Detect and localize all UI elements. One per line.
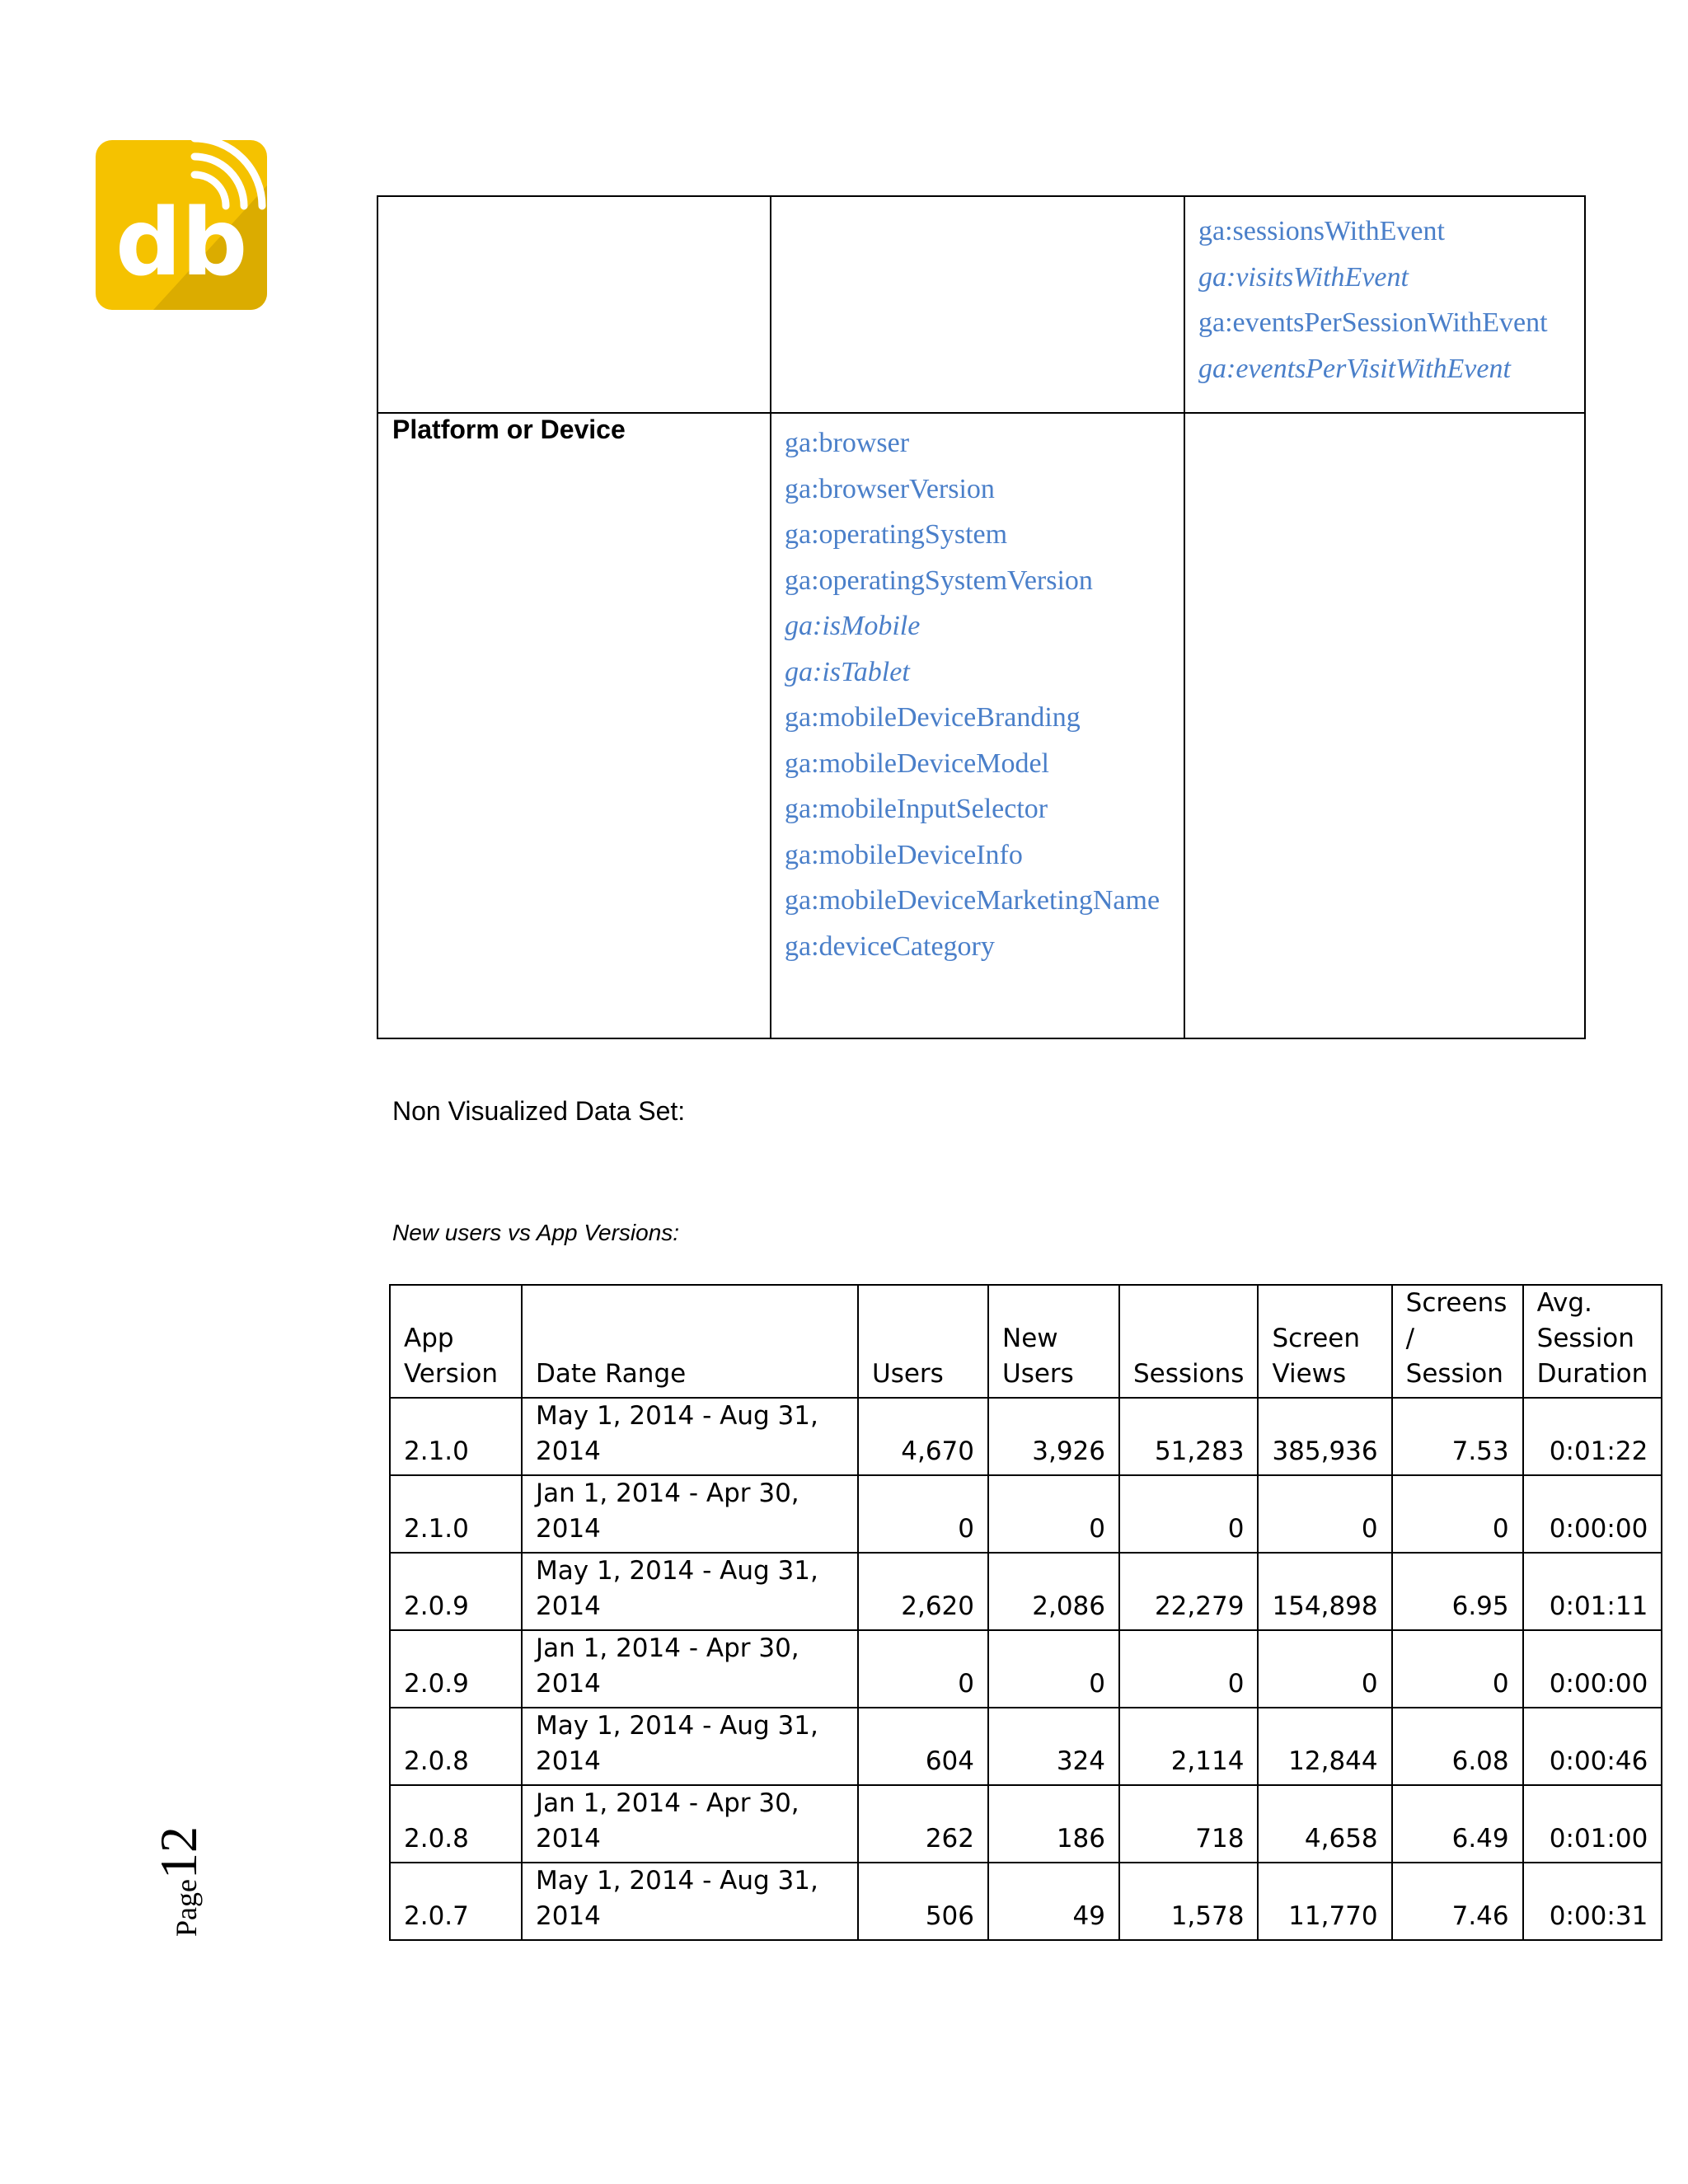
table-cell: 7.53 (1392, 1398, 1523, 1475)
table-row (390, 1553, 1662, 1630)
table-cell: 7.46 (1392, 1863, 1523, 1940)
dimensions-cell (771, 413, 1184, 1038)
metric-item: ga:visitsWithEvent (1198, 261, 1409, 293)
page-number-label: Page (170, 1879, 203, 1937)
dimension-item: ga:mobileInputSelector (785, 794, 1048, 824)
table-row (390, 1398, 1662, 1475)
page-number-value: 12 (149, 1826, 208, 1880)
table-cell: 718 (1119, 1785, 1258, 1863)
table-cell: 0 (1392, 1630, 1523, 1708)
metrics-list (1185, 197, 1584, 391)
dimension-item: ga:mobileDeviceModel (785, 748, 1050, 779)
page-number (148, 1821, 208, 1937)
table-cell: 0:00:00 (1523, 1630, 1662, 1708)
table-cell: 0:01:11 (1523, 1553, 1662, 1630)
table-row (390, 1785, 1662, 1863)
table-cell: 0 (988, 1630, 1119, 1708)
table-cell: 12,844 (1258, 1708, 1391, 1785)
app-versions-table (389, 1284, 1662, 1941)
dimension-item: ga:mobileDeviceInfo (785, 839, 1023, 870)
metrics-list (1185, 414, 1584, 425)
table-row (390, 1708, 1662, 1785)
table-cell: 0:00:31 (1523, 1863, 1662, 1940)
table-cell: 2,086 (988, 1553, 1119, 1630)
table-cell: 0 (1258, 1475, 1391, 1553)
category-cell (377, 413, 771, 1038)
table-cell: 51,283 (1119, 1398, 1258, 1475)
metrics-cell (1184, 413, 1585, 1038)
table-cell: 0 (1119, 1630, 1258, 1708)
column-header: Users (858, 1285, 988, 1398)
column-header: Date Range (522, 1285, 858, 1398)
dimension-item: ga:mobileDeviceMarketingName (785, 885, 1160, 916)
table-cell: 385,936 (1258, 1398, 1391, 1475)
table-cell: Jan 1, 2014 - Apr 30, 2014 (522, 1630, 858, 1708)
table-header-row (390, 1285, 1662, 1398)
table-cell: 324 (988, 1708, 1119, 1785)
logo-text: db (115, 190, 248, 297)
table-row (390, 1475, 1662, 1553)
category-label (378, 197, 770, 199)
category-cell (377, 196, 771, 413)
table-cell: 0 (858, 1475, 988, 1553)
dimension-item: ga:isTablet (785, 656, 910, 687)
table-cell: 49 (988, 1863, 1119, 1940)
table-cell: 0 (988, 1475, 1119, 1553)
table-cell: 2.0.7 (390, 1863, 522, 1940)
table-cell: Jan 1, 2014 - Apr 30, 2014 (522, 1475, 858, 1553)
table-cell: 4,670 (858, 1398, 988, 1475)
dimension-item: ga:browser (785, 428, 910, 458)
table-cell: 0 (858, 1630, 988, 1708)
table-cell: 2,114 (1119, 1708, 1258, 1785)
dimensions-list (771, 414, 1184, 969)
column-header: Avg. Session Duration (1523, 1285, 1662, 1398)
dimensions-cell (771, 196, 1184, 413)
dimensions-list (771, 197, 1184, 204)
table-cell: 6.08 (1392, 1708, 1523, 1785)
table-cell: 2.0.9 (390, 1553, 522, 1630)
table-cell: 2.1.0 (390, 1475, 522, 1553)
table-cell: 0 (1392, 1475, 1523, 1553)
table-cell: 0:01:22 (1523, 1398, 1662, 1475)
table-cell: 154,898 (1258, 1553, 1391, 1630)
table-cell: 506 (858, 1863, 988, 1940)
dimensions-metrics-table (377, 195, 1586, 1039)
table-cell: 262 (858, 1785, 988, 1863)
dimension-item: ga:deviceCategory (785, 930, 995, 962)
category-label: Platform or Device (392, 415, 626, 444)
table-cell: 1,578 (1119, 1863, 1258, 1940)
table-cell: 0:01:00 (1523, 1785, 1662, 1863)
table-row (390, 1630, 1662, 1708)
dimension-item: ga:isMobile (785, 611, 921, 641)
section-title: Non Visualized Data Set: (392, 1096, 686, 1126)
table-cell: 3,926 (988, 1398, 1119, 1475)
dimension-item: ga:operatingSystem (785, 519, 1008, 550)
metric-item: ga:eventsPerVisitWithEvent (1198, 353, 1511, 384)
table-caption: New users vs App Versions: (392, 1220, 680, 1245)
metric-item: ga:sessionsWithEvent (1198, 216, 1445, 246)
dimension-item: ga:mobileDeviceBranding (785, 702, 1081, 733)
table-cell: May 1, 2014 - Aug 31, 2014 (522, 1863, 858, 1940)
table-cell: 2,620 (858, 1553, 988, 1630)
dimension-item: ga:browserVersion (785, 473, 995, 504)
db-logo (96, 140, 267, 310)
table-cell: 11,770 (1258, 1863, 1391, 1940)
table-row (390, 1863, 1662, 1940)
metrics-cell (1184, 196, 1585, 413)
table-cell: 4,658 (1258, 1785, 1391, 1863)
table-cell: 186 (988, 1785, 1119, 1863)
table-cell: Jan 1, 2014 - Apr 30, 2014 (522, 1785, 858, 1863)
column-header: App Version (390, 1285, 522, 1398)
table-cell: 2.1.0 (390, 1398, 522, 1475)
metric-item: ga:eventsPerSessionWithEvent (1198, 307, 1548, 338)
table-cell: 2.0.8 (390, 1785, 522, 1863)
table-cell: 0:00:00 (1523, 1475, 1662, 1553)
table-row (377, 413, 1585, 1038)
table-cell: 6.95 (1392, 1553, 1523, 1630)
table-cell: 0 (1258, 1630, 1391, 1708)
table-cell: May 1, 2014 - Aug 31, 2014 (522, 1708, 858, 1785)
column-header: New Users (988, 1285, 1119, 1398)
table-cell: 0:00:46 (1523, 1708, 1662, 1785)
column-header: Sessions (1119, 1285, 1258, 1398)
dimension-item: ga:operatingSystemVersion (785, 565, 1093, 596)
column-header: Screens / Session (1392, 1285, 1523, 1398)
table-cell: 0 (1119, 1475, 1258, 1553)
table-cell: 6.49 (1392, 1785, 1523, 1863)
table-row (377, 196, 1585, 413)
table-cell: May 1, 2014 - Aug 31, 2014 (522, 1398, 858, 1475)
table-cell: 2.0.8 (390, 1708, 522, 1785)
column-header: Screen Views (1258, 1285, 1391, 1398)
table-cell: 2.0.9 (390, 1630, 522, 1708)
table-cell: May 1, 2014 - Aug 31, 2014 (522, 1553, 858, 1630)
table-cell: 604 (858, 1708, 988, 1785)
table-cell: 22,279 (1119, 1553, 1258, 1630)
